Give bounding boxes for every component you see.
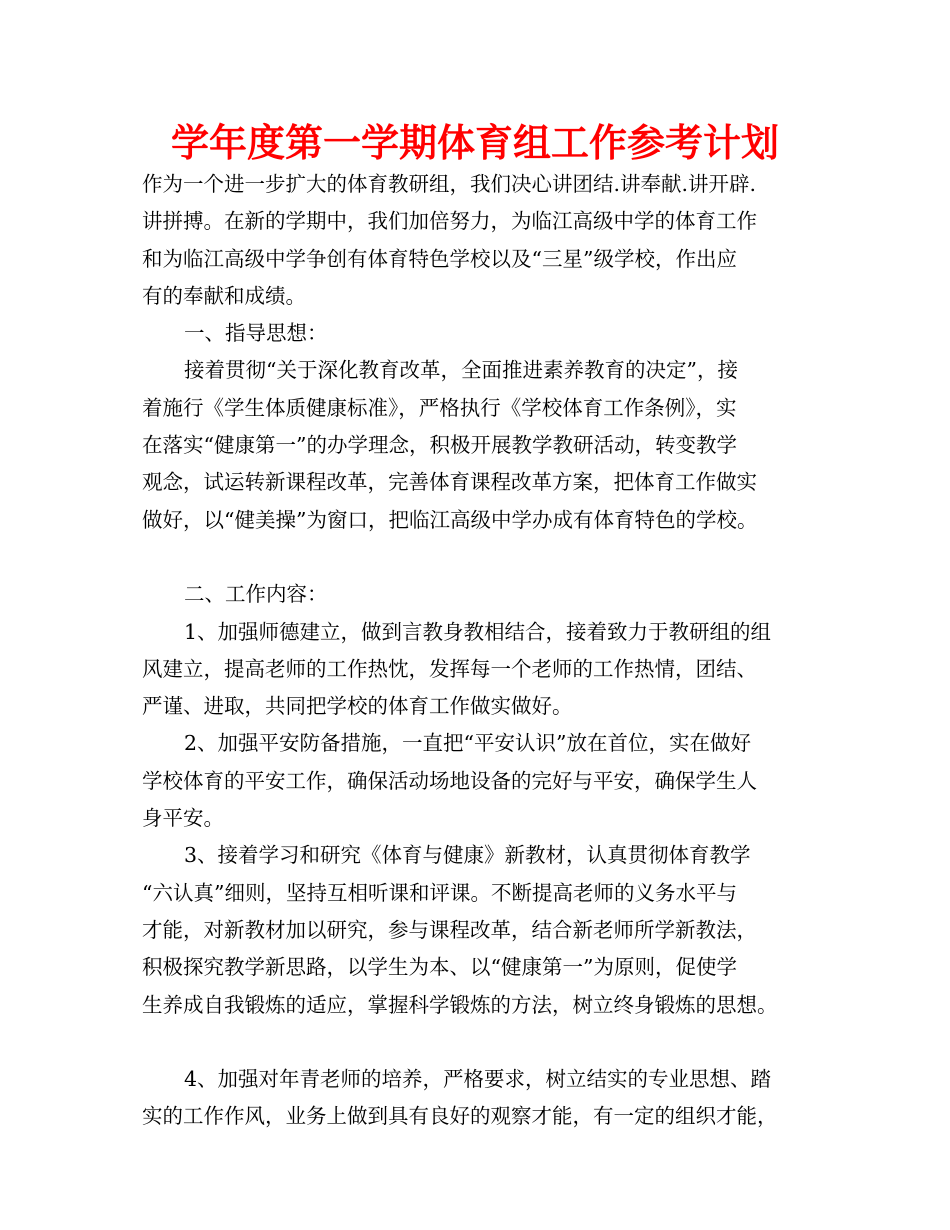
paragraph-line: 讲拼搏。在新的学期中，我们加倍努力，为临江高级中学的体育工作: [142, 209, 757, 234]
paragraph-line: 和为临江高级中学争创有体育特色学校以及“三星”级学校，作出应: [142, 246, 737, 271]
paragraph-line: 3、接着学习和研究《体育与健康》新教材，认真贯彻体育教学: [184, 843, 751, 868]
paragraph-line: 风建立，提高老师的工作热忱，发挥每一个老师的工作热情，团结、: [142, 656, 757, 681]
paragraph-line: 2、加强平安防备措施，一直把“平安认识”放在首位，实在做好: [184, 731, 752, 756]
document-body: [142, 166, 822, 1136]
paragraph-line: “六认真”细则，坚持互相听课和评课。不断提高老师的义务水平与: [142, 880, 737, 905]
blank-line: [142, 539, 822, 576]
section-heading-work-content: 二、工作内容：: [184, 582, 328, 607]
paragraph-line: 做好，以“健美操”为窗口，把临江高级中学办成有体育特色的学校。: [142, 507, 758, 532]
paragraph-line: 着施行《学生体质健康标准》，严格执行《学校体育工作条例》，实: [142, 395, 737, 420]
paragraph-line: 积极探究教学新思路，以学生为本、以“健康第一”为原则，促使学: [142, 955, 737, 980]
paragraph-line: 作为一个进一步扩大的体育教研组，我们决心讲团结.讲奉献.讲开辟.: [142, 172, 757, 196]
paragraph-line: 身平安。: [142, 806, 224, 831]
section-heading-guiding-thought: 一、指导思想：: [184, 321, 328, 346]
paragraph-line: 才能，对新教材加以研究，参与课程改革，结合新老师所学新教法，: [142, 917, 757, 942]
paragraph-line: 接着贯彻“关于深化教育改革，全面推进素养教育的决定”，接: [184, 358, 738, 383]
paragraph-line: 有的奉献和成绩。: [142, 283, 306, 308]
paragraph-line: 观念，试运转新课程改革，完善体育课程改革方案，把体育工作做实: [142, 470, 757, 495]
paragraph-line: 实的工作作风，业务上做到具有良好的观察才能，有一定的组织才能，: [142, 1104, 778, 1129]
page-title: 学年度第一学期体育组工作参考计划: [170, 121, 779, 165]
paragraph-line: 生养成自我锻炼的适应，掌握科学锻炼的方法，树立终身锻炼的思想。: [142, 992, 778, 1017]
paragraph-line: 学校体育的平安工作，确保活动场地设备的完好与平安，确保学生人: [142, 768, 757, 793]
paragraph-line: 在落实“健康第一”的办学理念，积极开展教学教研活动，转变教学: [142, 433, 737, 458]
paragraph-line: 严谨、进取，共同把学校的体育工作做实做好。: [142, 694, 573, 719]
blank-line: [142, 1024, 822, 1061]
paragraph-line: 4、加强对年青老师的培养，严格要求，树立结实的专业思想、踏: [184, 1067, 772, 1092]
paragraph-line: 1、加强师德建立，做到言教身教相结合，接着致力于教研组的组: [184, 619, 772, 644]
